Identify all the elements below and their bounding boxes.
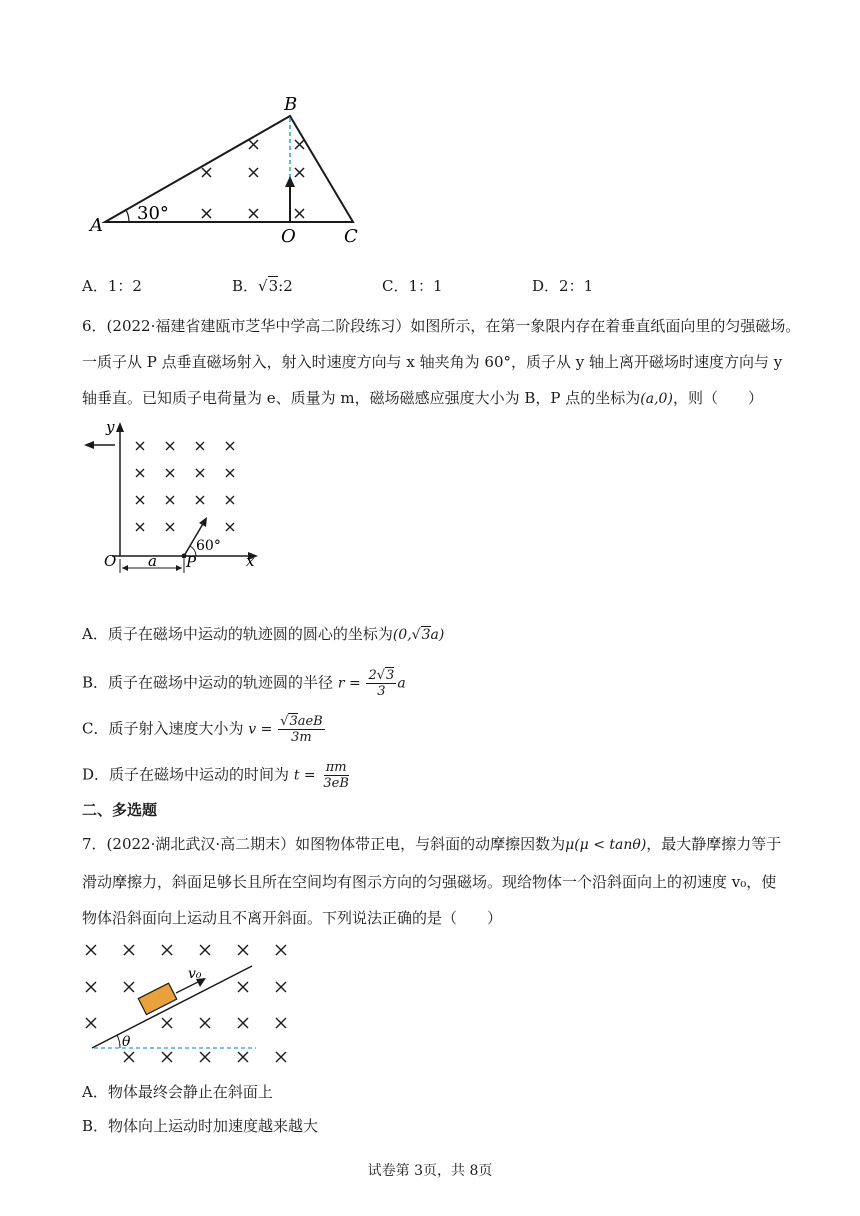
q6-choice-a — [82, 624, 444, 645]
q6-choice-b-text: B．质子在磁场中运动的轨迹圆的半径 — [82, 673, 334, 692]
frac-c-den: 3m — [291, 730, 312, 745]
frac-c-num-rad: 3 — [289, 714, 298, 729]
frac-c-num-post: aeB — [297, 714, 323, 729]
q6-choice-d-text: D．质子在磁场中运动的时间为 — [82, 765, 290, 784]
angle-label: 30° — [137, 203, 169, 224]
q5-choice-d: D．2：1 — [532, 277, 594, 295]
math-a-pre: (0, — [392, 627, 412, 643]
q7-choice-b: B．物体向上运动时加速度越来越大 — [82, 1117, 319, 1135]
math-a-post: a) — [430, 627, 445, 643]
label-B: B — [284, 94, 298, 115]
q6-choice-c — [82, 714, 326, 745]
q7-line2: 滑动摩擦力，斜面足够长且所在空间均有图示方向的匀强磁场。现给物体一个沿斜面向上的初速度 v₀，使 — [82, 873, 777, 891]
label-C: C — [344, 226, 358, 247]
q6-choice-c-text: C．质子射入速度大小为 — [82, 719, 244, 738]
v0-label: v₀ — [188, 966, 202, 982]
point-P-label: P — [186, 553, 197, 571]
theta-label: θ — [122, 1034, 131, 1050]
axis-y-label: y — [106, 420, 115, 436]
frac-b-num-pre: 2 — [368, 668, 377, 683]
q6-choice-d — [82, 760, 352, 791]
q7-line1-pre: 7．(2022·湖北武汉·高二期末）如图物体带正电，与斜面的动摩擦因数为 — [82, 835, 566, 853]
q6-coord: (a,0) — [640, 391, 673, 407]
page-footer: 试卷第 3页，共 8页 — [367, 1163, 493, 1179]
choice-b-prefix: B． — [232, 277, 259, 295]
distance-a-label: a — [148, 552, 157, 570]
q5-choice-b — [232, 276, 293, 296]
field-crosses-2 — [136, 442, 234, 531]
choice-b-radicand: 3 — [268, 277, 279, 295]
q6-line1: 6．(2022·福建省建瓯市芝华中学高二阶段练习）如图所示，在第一象限内存在着垂直纸面向里的匀强磁场。 — [82, 317, 801, 335]
figure-incline — [80, 938, 300, 1068]
fraction-velocity: $\frac{\text{√3aeB}}{3m}$ — [280, 714, 323, 745]
q7-line1-math: μ(μ < tanθ) — [565, 837, 647, 853]
q7-choice-a: A．物体最终会静止在斜面上 — [82, 1083, 273, 1101]
choice-b-suffix: :2 — [278, 277, 293, 295]
angle-60-label: 60° — [196, 538, 221, 554]
q6-choice-a-math: (0,√3a) — [392, 627, 445, 643]
frac-d-num: πm — [325, 760, 347, 775]
q7-line1 — [82, 834, 781, 855]
math-b-lhs: r = — [337, 675, 361, 692]
q6-line3-text: 轴垂直。已知质子电荷量为 e、质量为 m，磁场磁感应强度大小为 B，P 点的坐标为 — [82, 389, 641, 407]
math-c-lhs: v = — [248, 721, 273, 738]
q6-line2: 一质子从 P 点垂直磁场射入，射入时速度方向与 x 轴夹角为 60°，质子从 y 轴上离开磁场时速度方向与 y — [82, 353, 783, 371]
q6-line3-end: ，则（ ） — [672, 389, 763, 407]
axis-x-label: x — [246, 552, 255, 570]
math-d-lhs: t = — [293, 767, 316, 784]
fraction-radius: $\frac{2√3}{3}$ — [368, 668, 395, 699]
q6-choice-a-text: A．质子在磁场中运动的轨迹圆的圆心的坐标为 — [82, 625, 393, 643]
section-heading: 二、多选题 — [82, 801, 158, 819]
q5-choice-a: A．1：2 — [82, 277, 142, 295]
label-A: A — [90, 215, 103, 236]
math-a-rad: 3 — [421, 627, 431, 643]
field-crosses-3 — [86, 945, 286, 1062]
q6-choice-b — [82, 668, 406, 699]
frac-b-num-rad: 3 — [386, 668, 395, 683]
frac-d-den: 3eB — [323, 776, 349, 791]
label-O: O — [281, 226, 296, 247]
figure-coordinate-field — [82, 420, 272, 580]
fraction-time — [321, 760, 351, 791]
math-b-tail: a — [397, 675, 406, 692]
frac-b-den: 3 — [377, 684, 386, 699]
q7-line1-post: ，最大静摩擦力等于 — [646, 835, 782, 853]
q5-choice-c: C．1：1 — [382, 277, 443, 295]
origin-label: O — [104, 552, 117, 570]
sqrt-symbol: √ — [258, 277, 268, 295]
q6-line3 — [82, 388, 763, 409]
q7-line3: 物体沿斜面向上运动且不离开斜面。下列说法正确的是（ ） — [82, 909, 503, 927]
figure-triangle — [85, 88, 375, 248]
